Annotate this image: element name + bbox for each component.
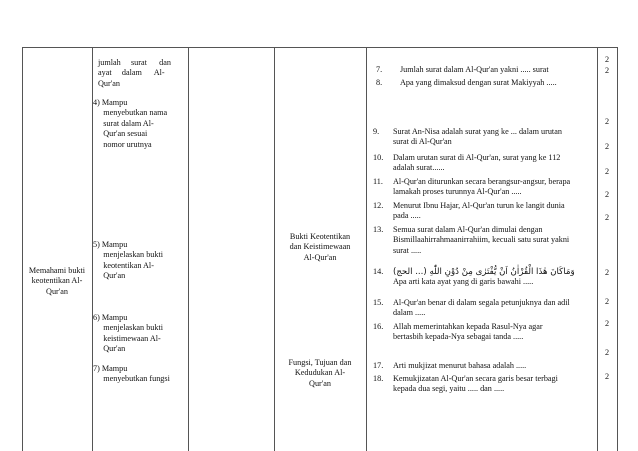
question-item: 12. Menurut Ibnu Hajar, Al-Qur'an turun ke langit dunia pada ..... [373, 201, 565, 221]
material-cell: Fungsi, Tujuan dan Kedudukan Al- Qur'an [288, 358, 352, 388]
score-value: 2 [604, 348, 610, 357]
question-item: 17. Arti mukjizat menurut bahasa adalah ..... [373, 361, 527, 370]
question-item: 13. Semua surat dalam Al-Qur'an dimulai dengan Bismillaahirrahmaanirrahiim, kecuali satu surat yakni surat ..... [373, 225, 570, 255]
question-item: 15. Al-Qur'an benar di dalam segala petunjuknya dan adil dalam ..... [373, 298, 570, 318]
col-border-2 [188, 47, 189, 451]
indicator-item: jumlah surat dan ayat dalam Al- Qur'an [98, 58, 171, 88]
score-value: 2 [604, 55, 610, 64]
material-cell: Bukti Keotentikan dan Keistimewaan Al-Qur'an [289, 232, 351, 262]
col-border-right [617, 47, 618, 451]
col-border-4 [366, 47, 367, 451]
score-value: 2 [604, 268, 610, 277]
col-border-5 [597, 47, 598, 451]
col-border-left [22, 47, 23, 451]
competency-cell: Memahami bukti keotentikan Al-Qur'an [28, 266, 86, 296]
indicator-item: 4) Mampu menyebutkan nama surat dalam Al- Qur'an sesuai nomor urutnya [93, 98, 168, 149]
score-value: 2 [604, 190, 610, 199]
indicator-item: 6) Mampu menjelaskan bukti keistimewaan Al- Qur'an [93, 313, 164, 354]
question-item: 10. Dalam urutan surat di Al-Qur'an, surat yang ke 112 adalah surat...... [373, 153, 561, 173]
score-value: 2 [604, 167, 610, 176]
question-item: 8. Apa yang dimaksud dengan surat Makiyyah ..... [376, 78, 557, 87]
indicator-item: 5) Mampu menjelaskan bukti keotentikan Al- Qur'an [93, 240, 164, 281]
indicator-item: 7) Mampu menyebutkan fungsi [93, 364, 170, 384]
score-value: 2 [604, 319, 610, 328]
question-item: 7. Jumlah surat dalam Al-Qur'an yakni ..... surat [376, 65, 549, 74]
col-border-3 [274, 47, 275, 451]
question-item: 18. Kemukjizatan Al-Qur'an secara garis besar terbagi kepada dua segi, yaitu ..... dan ..... [373, 374, 558, 394]
score-value: 2 [604, 372, 610, 381]
score-value: 2 [604, 297, 610, 306]
question-item: 14. (الحج ...) وَمَاكَانَ هٰذَا الْقُرْاٰنُ اَنْ يُّفْتَرٰى مِنْ دُوْنِ اللّٰهِ Apa arti kata ayat yang di garis bawahi ..... [373, 267, 575, 287]
score-value: 2 [604, 142, 610, 151]
score-value: 2 [604, 117, 610, 126]
question-item: 9. Surat An-Nisa adalah surat yang ke ... dalam urutan surat di Al-Qur'an [373, 127, 562, 147]
question-item: 16. Allah memerintahkan kepada Rasul-Nya agar bertasbih kepada-Nya sebagai tanda ..... [373, 322, 543, 342]
question-item: 11. Al-Qur'an diturunkan secara berangsur-angsur, berapa lamakah proses turunnya Al-Qur'an ..... [373, 177, 571, 197]
score-value: 2 [604, 66, 610, 75]
score-value: 2 [604, 213, 610, 222]
table-top-border [22, 47, 618, 48]
